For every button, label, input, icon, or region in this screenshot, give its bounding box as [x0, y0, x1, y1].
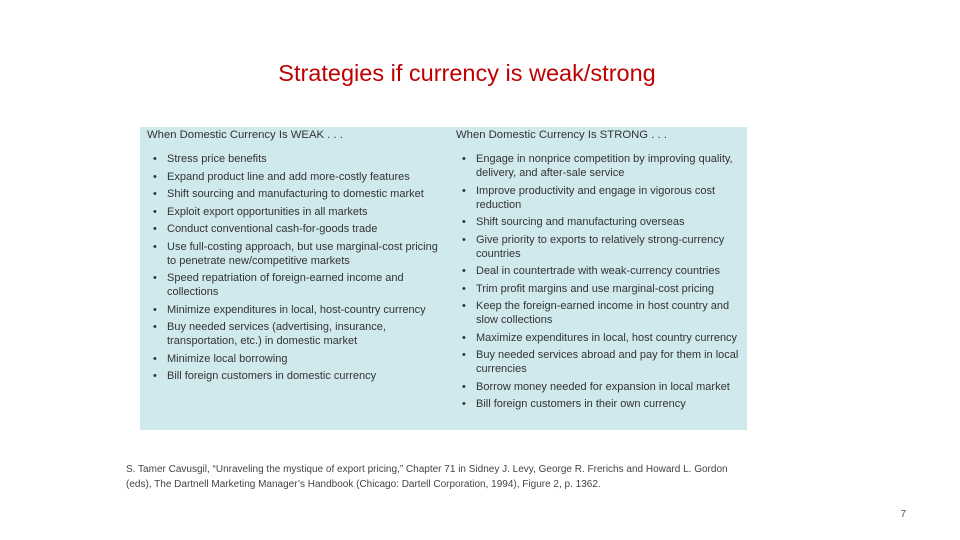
- bullet-icon: •: [462, 216, 466, 228]
- weak-currency-list: [147, 152, 443, 383]
- strong-currency-strategy-item: [456, 233, 744, 261]
- weak-currency-strategy-item: [147, 271, 443, 299]
- weak-currency-strategy-item: [147, 352, 443, 366]
- bullet-icon: •: [153, 303, 157, 316]
- strategy-text: Speed repatriation of foreign-earned income and collections: [167, 272, 404, 298]
- strategy-text: Buy needed services (advertising, insurance, transportation, etc.) in domestic market: [167, 321, 386, 347]
- strategy-text: Bill foreign customers in domestic currency: [167, 370, 377, 382]
- strong-currency-strategy-item: [456, 282, 744, 296]
- bullet-icon: •: [153, 240, 157, 253]
- strategy-text: Deal in countertrade with weak-currency countries: [476, 265, 720, 277]
- strategy-text: Minimize expenditures in local, host-country currency: [167, 303, 426, 316]
- strategy-text: Use full-costing approach, but use marginal-cost pricing to penetrate new/competitive markets: [167, 240, 438, 267]
- bullet-icon: •: [462, 300, 466, 312]
- weak-currency-strategy-item: [147, 152, 443, 166]
- strategy-text: Conduct conventional cash-for-goods trade: [167, 223, 378, 235]
- bullet-icon: •: [153, 370, 157, 382]
- source-citation: S. Tamer Cavusgil, “Unraveling the mystique of export pricing,” Chapter 71 in Sidney J. Levy, George R. Frerichs and Howard L. Gordon (eds), The Dartnell Marketing Manager’s Handbook (Chicago: Dartell Corporation, 1994), Figure 2, p. 1362.: [126, 464, 728, 490]
- bullet-icon: •: [153, 272, 157, 284]
- bullet-icon: •: [462, 331, 466, 344]
- strategy-text: Engage in nonprice competition by improving quality, delivery, and after-sale service: [476, 153, 733, 179]
- strong-currency-strategy-item: [456, 397, 744, 411]
- weak-currency-column: [147, 127, 443, 387]
- weak-currency-strategy-item: [147, 205, 443, 219]
- strong-currency-heading: When Domestic Currency Is STRONG . . .: [456, 129, 667, 141]
- bullet-icon: •: [153, 321, 157, 333]
- strategy-text: Shift sourcing and manufacturing to domestic market: [167, 188, 424, 200]
- weak-currency-heading: When Domestic Currency Is WEAK . . .: [147, 129, 343, 141]
- bullet-icon: •: [462, 265, 466, 277]
- bullet-icon: •: [153, 223, 157, 235]
- bullet-icon: •: [153, 170, 157, 183]
- strategy-text: Maximize expenditures in local, host country currency: [476, 331, 738, 344]
- bullet-icon: •: [153, 188, 157, 200]
- strong-currency-strategy-item: [456, 380, 744, 394]
- strategy-text: Keep the foreign-earned income in host country and slow collections: [476, 300, 730, 326]
- bullet-icon: •: [462, 349, 466, 361]
- weak-currency-strategy-item: [147, 303, 443, 317]
- strong-currency-column: [456, 127, 744, 415]
- strong-currency-list: [456, 152, 744, 411]
- slide-title: Strategies if currency is weak/strong: [278, 60, 656, 86]
- strong-currency-strategy-item: [456, 264, 744, 278]
- strategy-text: Shift sourcing and manufacturing overseas: [476, 216, 685, 228]
- bullet-icon: •: [462, 184, 466, 197]
- bullet-icon: •: [462, 398, 466, 410]
- strategy-text: Buy needed services abroad and pay for them in local currencies: [476, 349, 739, 375]
- strategy-text: Expand product line and add more-costly features: [167, 170, 410, 183]
- page-number: 7: [900, 509, 906, 520]
- weak-currency-strategy-item: [147, 170, 443, 184]
- weak-currency-strategy-item: [147, 320, 443, 348]
- strong-currency-strategy-item: [456, 215, 744, 229]
- bullet-icon: •: [153, 153, 157, 165]
- weak-currency-strategy-item: [147, 240, 443, 268]
- strategy-text: Exploit export opportunities in all markets: [167, 205, 368, 218]
- strong-currency-strategy-item: [456, 348, 744, 376]
- bullet-icon: •: [462, 233, 466, 246]
- currency-strategies-figure: [140, 127, 747, 430]
- strategy-text: Borrow money needed for expansion in local market: [476, 380, 730, 393]
- weak-currency-strategy-item: [147, 222, 443, 236]
- bullet-icon: •: [153, 352, 157, 365]
- bullet-icon: •: [462, 153, 466, 165]
- bullet-icon: •: [153, 205, 157, 218]
- strong-currency-strategy-item: [456, 184, 744, 212]
- weak-currency-strategy-item: [147, 187, 443, 201]
- strategy-text: Stress price benefits: [167, 153, 267, 165]
- strong-currency-strategy-item: [456, 152, 744, 180]
- strong-currency-strategy-item: [456, 299, 744, 327]
- bullet-icon: •: [462, 282, 466, 295]
- bullet-icon: •: [462, 380, 466, 393]
- strategy-text: Give priority to exports to relatively strong-currency countries: [476, 233, 725, 260]
- strong-currency-strategy-item: [456, 331, 744, 345]
- strategy-text: Minimize local borrowing: [167, 352, 288, 365]
- strategy-text: Improve productivity and engage in vigorous cost reduction: [476, 184, 716, 211]
- weak-currency-strategy-item: [147, 369, 443, 383]
- strategy-text: Bill foreign customers in their own currency: [476, 398, 686, 410]
- strategy-text: Trim profit margins and use marginal-cost pricing: [476, 282, 715, 295]
